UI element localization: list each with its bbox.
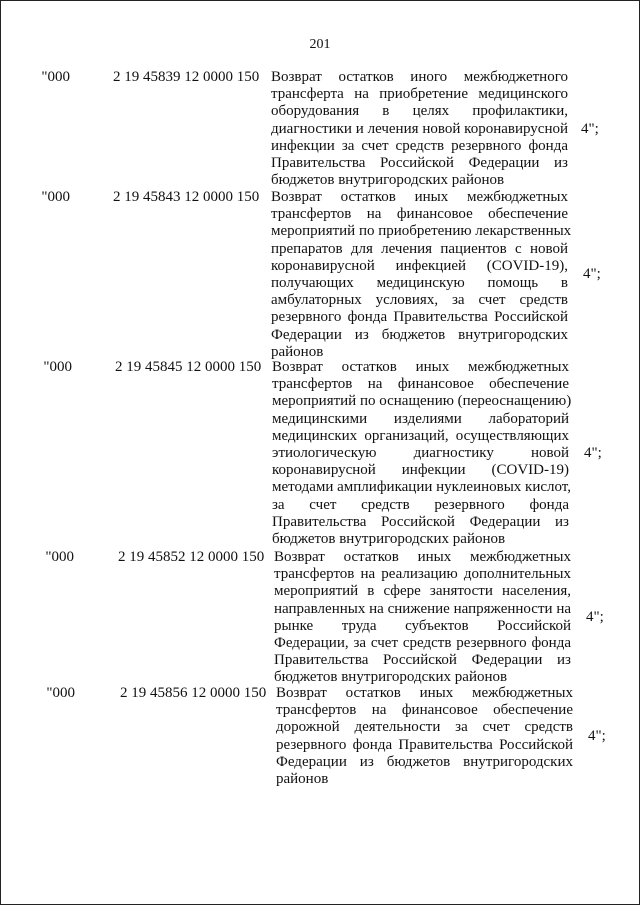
description-line: за счет средств резервного фонда [272, 496, 569, 513]
row-end-marker: 4"; [588, 728, 606, 744]
description-line: районов [276, 770, 329, 787]
description-line: трансфертов на финансовое обеспечение [276, 702, 573, 719]
description-line: трансфертов на финансовое обеспечение [271, 206, 568, 223]
row-prefix: "000 [41, 189, 70, 205]
description-line: мероприятий по приобретению лекарственных [271, 223, 572, 240]
row-description [271, 69, 568, 189]
row-prefix: "000 [43, 359, 72, 375]
description-line: коронавирусной инфекцией (COVID-19), [271, 257, 568, 274]
description-line: резервного фонда Правительства Российской [276, 736, 573, 753]
description-line: Федерации, за счет средств резервного фонда [274, 634, 571, 651]
description-line: направленных на снижение напряженности на [274, 600, 571, 617]
row-end-marker: 4"; [583, 266, 601, 283]
description-line: Возврат остатков иных межбюджетных [271, 189, 568, 205]
description-line: трансферта на приобретение медицинского [271, 86, 568, 103]
description-line: препаратов для лечения пациентов с новой [271, 240, 568, 257]
description-line: трансфертов на финансовое обеспечение [272, 376, 569, 393]
page-number: 201 [309, 37, 331, 52]
budget-code: 2 19 45845 12 0000 150 [115, 359, 262, 375]
description-line: резервного фонда Правительства Российской [271, 309, 568, 326]
description-line: этиологическую диагностику новой [272, 444, 569, 461]
description-line: диагностики и лечения новой коронавирусной [271, 120, 568, 137]
description-line: Правительства Российской Федерации из [274, 652, 571, 669]
description-line: бюджетов внутригородских районов [274, 669, 508, 686]
description-line: Возврат остатков иных межбюджетных [272, 359, 569, 375]
budget-code: 2 19 45856 12 0000 150 [120, 685, 267, 701]
description-line: Правительства Российской Федерации из [271, 154, 568, 171]
row-prefix: "000 [45, 549, 74, 565]
description-line: бюджетов внутригородских районов [271, 172, 505, 189]
description-line: мероприятий по оснащению (переоснащению) [272, 393, 572, 410]
budget-code: 2 19 45852 12 0000 150 [118, 549, 265, 565]
description-line: рынке труда субъектов Российской [274, 617, 571, 634]
row-end-marker: 4"; [586, 609, 604, 626]
description-line: коронавирусной инфекции (COVID-19) [272, 462, 569, 479]
description-line: трансфертов на реализацию дополнительных [274, 566, 571, 583]
row-end-marker: 4"; [581, 120, 599, 137]
row-description [276, 685, 573, 788]
description-line: Возврат остатков иных межбюджетных [276, 685, 573, 701]
row-description [271, 189, 572, 361]
description-line: Возврат остатков иных межбюджетных [274, 549, 571, 565]
description-line: бюджетов внутригородских районов [272, 530, 506, 547]
description-line: получающих медицинскую помощь в [271, 274, 568, 291]
description-line: медицинских организаций, осуществляющих [272, 427, 569, 444]
row-description [272, 359, 572, 548]
description-line: Правительства Российской Федерации из [272, 513, 569, 530]
row-description [274, 549, 571, 687]
description-line: медицинскими изделиями лабораторий [272, 410, 569, 427]
row-prefix: "000 [46, 685, 75, 701]
description-line: Возврат остатков иного межбюджетного [271, 69, 568, 85]
description-line: инфекции за счет средств резервного фонда [271, 137, 568, 154]
row-prefix: "000 [41, 69, 70, 85]
row-end-marker: 4"; [584, 445, 602, 461]
description-line: мероприятий в сфере занятости населения, [274, 583, 571, 600]
description-line: районов [271, 343, 324, 360]
description-line: Федерации из бюджетов внутригородских [276, 753, 573, 770]
description-line: дорожной деятельности за счет средств [276, 719, 573, 736]
budget-code: 2 19 45843 12 0000 150 [113, 189, 260, 205]
budget-code: 2 19 45839 12 0000 150 [113, 69, 260, 85]
description-line: Федерации из бюджетов внутригородских [271, 326, 568, 343]
description-line: оборудования в целях профилактики, [271, 103, 568, 120]
description-line: амбулаторных условиях, за счет средств [271, 292, 568, 309]
description-line: методами амплификации нуклеиновых кислот, [272, 479, 571, 496]
